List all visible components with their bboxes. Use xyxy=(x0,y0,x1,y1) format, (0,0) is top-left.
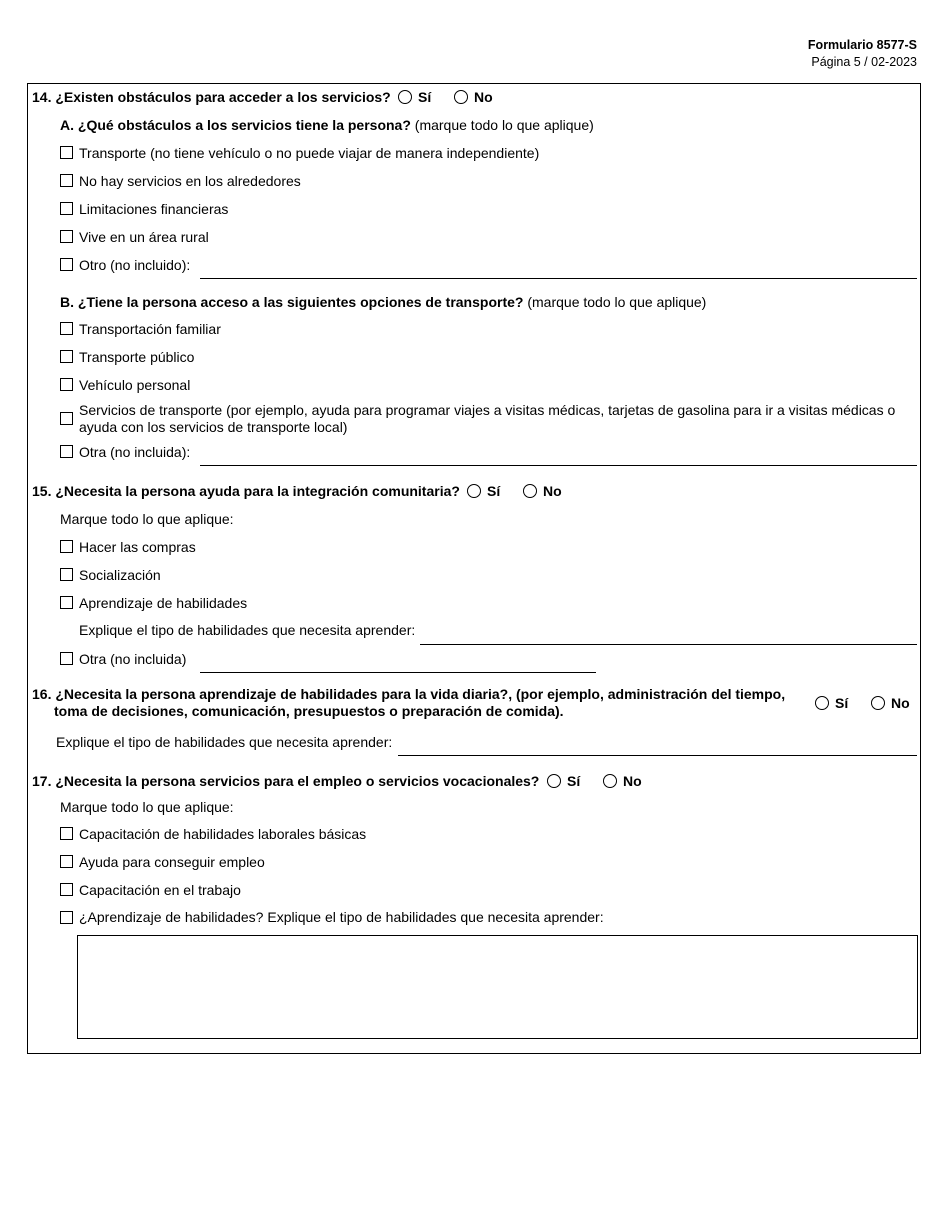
q15-label-skills: Aprendizaje de habilidades xyxy=(79,595,248,611)
q17-checkbox-job-help[interactable] xyxy=(60,855,73,868)
q17-skills-textarea[interactable] xyxy=(77,935,918,1039)
q14b-checkbox-public[interactable] xyxy=(60,350,73,363)
q14-yes-radio[interactable] xyxy=(398,90,412,104)
q17-instruction: Marque todo lo que aplique: xyxy=(60,799,234,815)
q15-question: 15. ¿Necesita la persona ayuda para la integración comunitaria? xyxy=(32,483,460,499)
q15-checkbox-other[interactable] xyxy=(60,652,73,665)
q15-checkbox-shopping[interactable] xyxy=(60,540,73,553)
q17-label-skills-learning: ¿Aprendizaje de habilidades? Explique el tipo de habilidades que necesita aprender: xyxy=(79,909,604,925)
q14b-note: (marque todo lo que aplique) xyxy=(523,294,707,310)
q14-no-label: No xyxy=(474,89,493,105)
q14a-checkbox-no-services[interactable] xyxy=(60,174,73,187)
q16-yes-radio[interactable] xyxy=(815,696,829,710)
q14a-label-financial: Limitaciones financieras xyxy=(79,201,229,217)
q17-yes-radio[interactable] xyxy=(547,774,561,788)
q17-checkbox-on-job[interactable] xyxy=(60,883,73,896)
q14a-other-input-line[interactable] xyxy=(200,278,917,279)
q14a-label-transport: Transporte (no tiene vehículo o no puede viajar de manera independiente) xyxy=(79,145,540,161)
q15-explain-label: Explique el tipo de habilidades que necesita aprender: xyxy=(79,622,416,638)
q14b-checkbox-transport-services[interactable] xyxy=(60,412,73,425)
q14b-checkbox-family[interactable] xyxy=(60,322,73,335)
q15-yes-label: Sí xyxy=(487,483,501,499)
q14a-checkbox-financial[interactable] xyxy=(60,202,73,215)
q15-yes-radio[interactable] xyxy=(467,484,481,498)
q15-instruction: Marque todo lo que aplique: xyxy=(60,511,234,527)
q14a-checkbox-transport[interactable] xyxy=(60,146,73,159)
q14b-label-public: Transporte público xyxy=(79,349,195,365)
q16-question-line1: 16. ¿Necesita la persona aprendizaje de habilidades para la vida diaria?, (por ejemplo, administración del tiempo, xyxy=(32,686,786,702)
q15-explain-input-line[interactable] xyxy=(420,644,917,645)
q16-explain-label: Explique el tipo de habilidades que necesita aprender: xyxy=(56,734,393,750)
q15-no-radio[interactable] xyxy=(523,484,537,498)
q14a-label: A. ¿Qué obstáculos a los servicios tiene la persona? xyxy=(60,117,411,133)
q14a-label-other: Otro (no incluido): xyxy=(79,257,191,273)
q16-no-label: No xyxy=(891,695,910,711)
q14a-note: (marque todo lo que aplique) xyxy=(410,117,594,133)
q14a-checkbox-rural[interactable] xyxy=(60,230,73,243)
q16-question-line2: toma de decisiones, comunicación, presupuestos o preparación de comida). xyxy=(54,703,564,719)
q17-label-basic-skills: Capacitación de habilidades laborales básicas xyxy=(79,826,367,842)
form-number: Formulario 8577-S xyxy=(807,38,917,52)
q14b-label-transport-services-line1: Servicios de transporte (por ejemplo, ayuda para programar viajes a visitas médicas, tarjetas de gasolina para ir a visitas médicas o xyxy=(79,402,896,418)
q15-other-input-line[interactable] xyxy=(200,672,596,673)
q15-checkbox-skills[interactable] xyxy=(60,596,73,609)
q15-label-socialization: Socialización xyxy=(79,567,161,583)
q15-checkbox-socialization[interactable] xyxy=(60,568,73,581)
q17-checkbox-basic-skills[interactable] xyxy=(60,827,73,840)
q14b-label-family: Transportación familiar xyxy=(79,321,221,337)
q17-label-job-help: Ayuda para conseguir empleo xyxy=(79,854,265,870)
q14-question: 14. ¿Existen obstáculos para acceder a los servicios? xyxy=(32,89,391,105)
q14-yes-label: Sí xyxy=(418,89,432,105)
q16-no-radio[interactable] xyxy=(871,696,885,710)
q15-label-shopping: Hacer las compras xyxy=(79,539,196,555)
q14b-label-other: Otra (no incluida): xyxy=(79,444,191,460)
q14a-checkbox-other[interactable] xyxy=(60,258,73,271)
q17-checkbox-skills-learning[interactable] xyxy=(60,911,73,924)
q17-no-radio[interactable] xyxy=(603,774,617,788)
q14b-label-transport-services-line2: ayuda con los servicios de transporte local) xyxy=(79,419,348,435)
q14a-label-rural: Vive en un área rural xyxy=(79,229,209,245)
q16-yes-label: Sí xyxy=(835,695,849,711)
q14a-label-no-services: No hay servicios en los alrededores xyxy=(79,173,301,189)
q14-no-radio[interactable] xyxy=(454,90,468,104)
q17-yes-label: Sí xyxy=(567,773,581,789)
page-info: Página 5 / 02-2023 xyxy=(811,55,917,69)
q17-no-label: No xyxy=(623,773,642,789)
q14b-label-personal: Vehículo personal xyxy=(79,377,191,393)
q17-label-on-job: Capacitación en el trabajo xyxy=(79,882,241,898)
q14b-other-input-line[interactable] xyxy=(200,465,917,466)
q14b-label: B. ¿Tiene la persona acceso a las siguientes opciones de transporte? xyxy=(60,294,524,310)
q16-explain-input-line[interactable] xyxy=(398,755,917,756)
q15-label-other: Otra (no incluida) xyxy=(79,651,187,667)
q15-no-label: No xyxy=(543,483,562,499)
q14b-checkbox-other[interactable] xyxy=(60,445,73,458)
q17-question: 17. ¿Necesita la persona servicios para el empleo o servicios vocacionales? xyxy=(32,773,540,789)
q14a-heading xyxy=(60,117,594,133)
q14b-checkbox-personal[interactable] xyxy=(60,378,73,391)
q14b-heading xyxy=(60,294,706,310)
